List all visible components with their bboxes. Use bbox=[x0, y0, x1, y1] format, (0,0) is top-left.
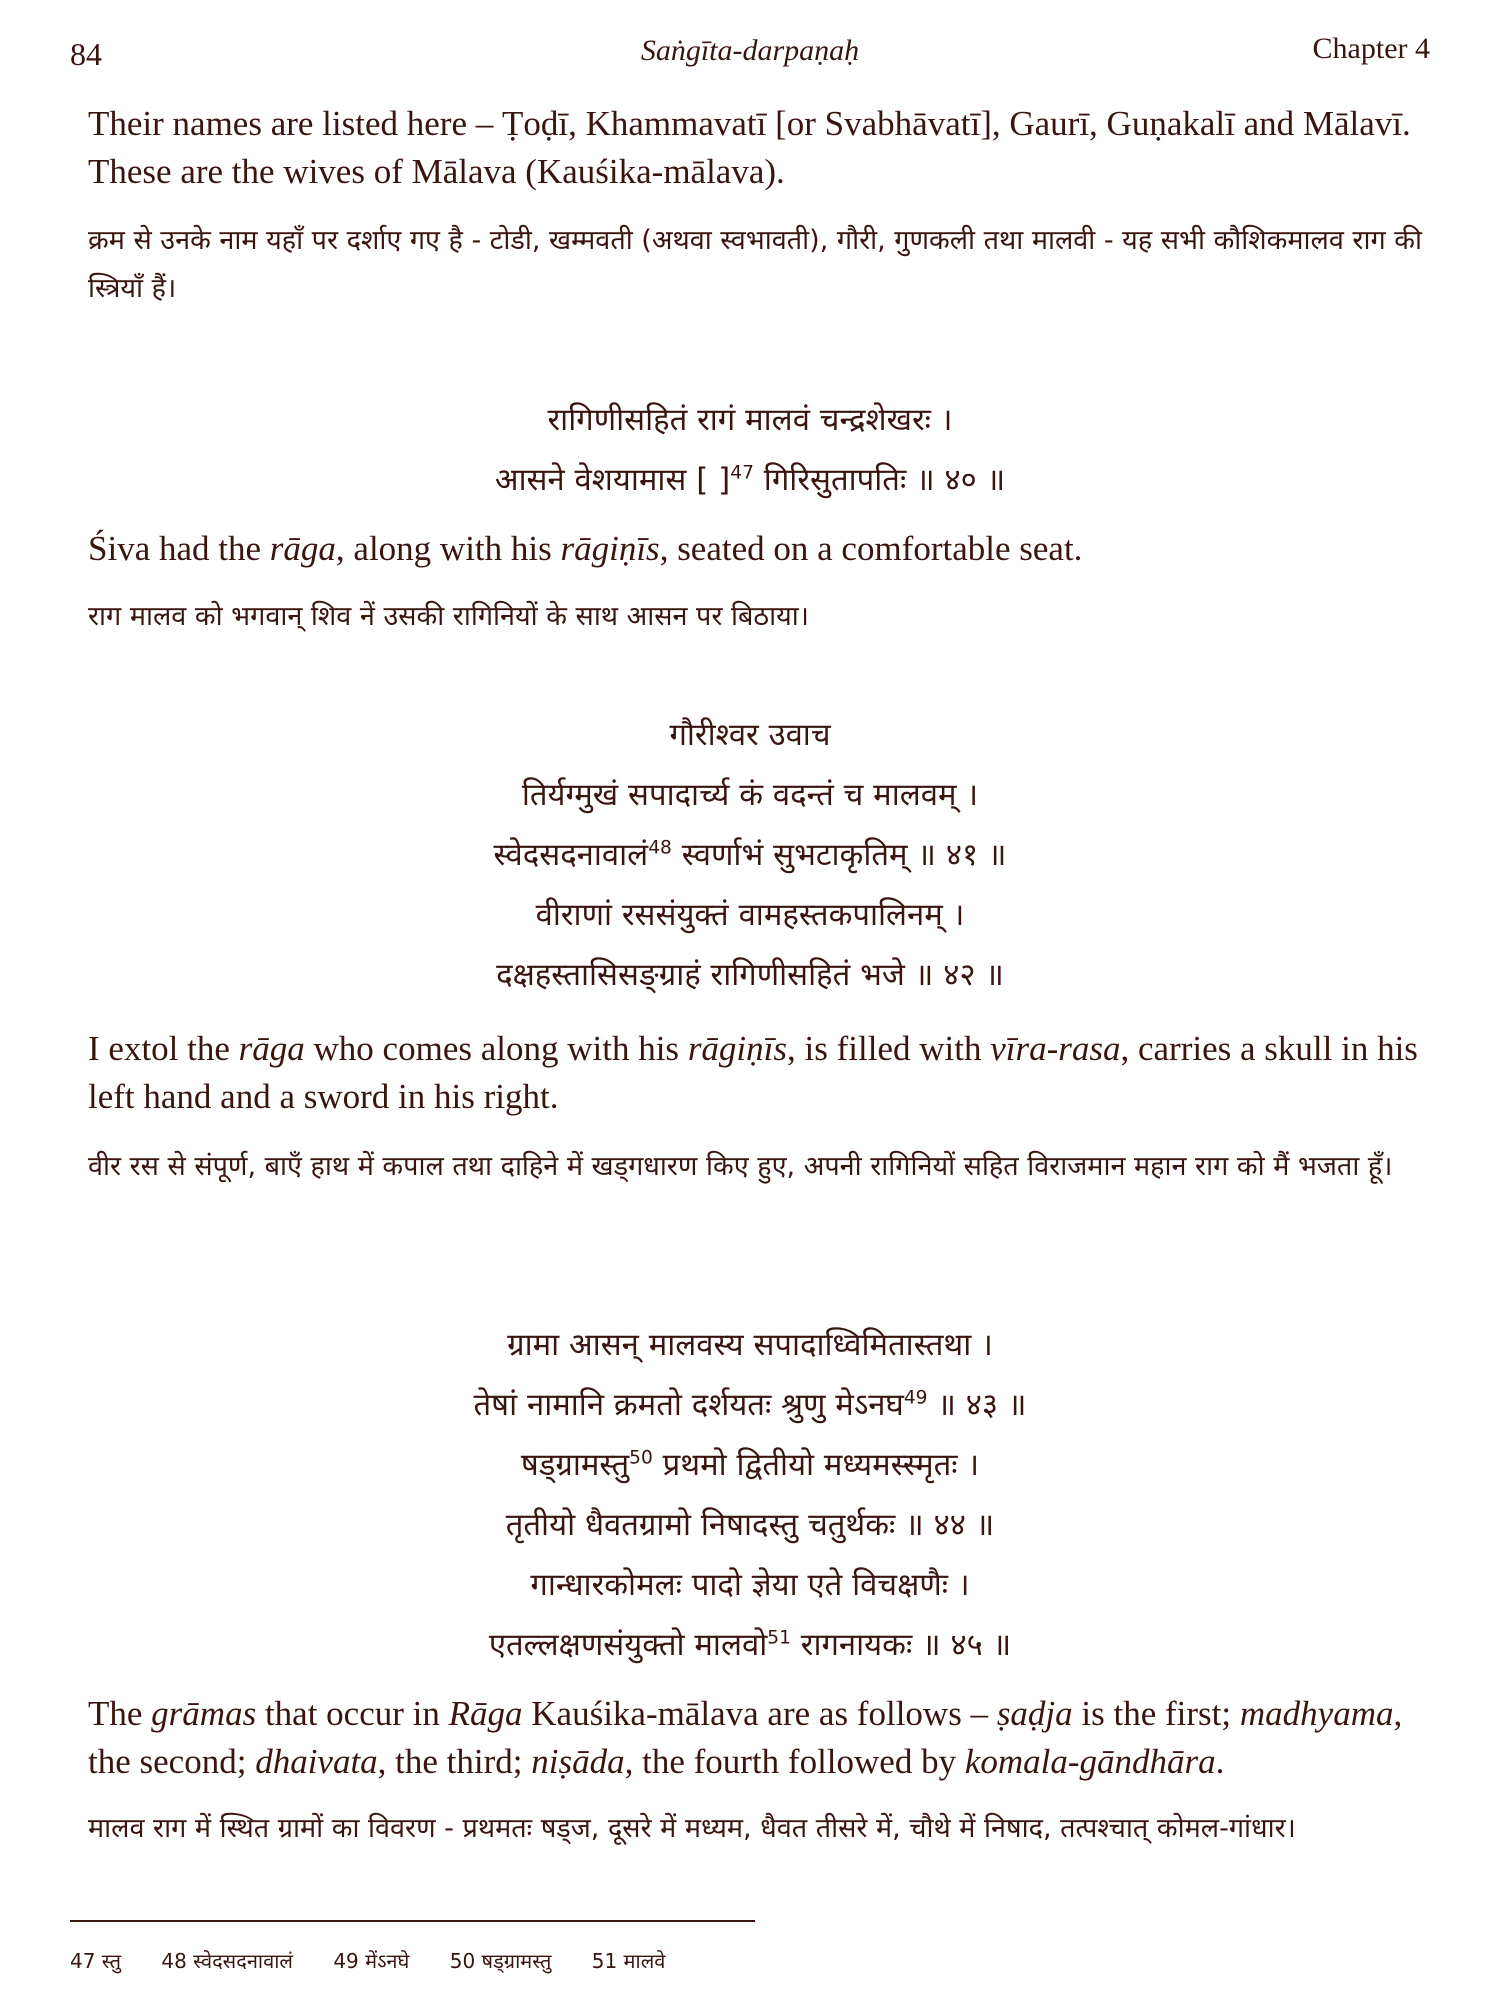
footnotes bbox=[70, 1947, 665, 1974]
verse-line: एतल्लक्षणसंयुक्तो मालवो$^{51}$ रागनायकः ॥ ४५ ॥ bbox=[488, 1627, 1012, 1663]
verse-line: आसने वेशयामास [ ]$^{47}$ गिरिसुतापतिः ॥ ४० ॥ bbox=[494, 462, 1006, 498]
hindi-paragraph: वीर रस से संपूर्ण, बाएँ हाथ में कपाल तथा दाहिने में खड्गधारण किए हुए, अपनी रागिनियों सहित विराजमान महान राग को मैं भजता हूँ। bbox=[88, 1151, 1393, 1182]
page-number: 84 bbox=[70, 36, 102, 72]
english-paragraph: Śiva had the rāga, along with his rāgiṇīs, seated on a comfortable seat. bbox=[88, 529, 1083, 568]
english-paragraph: I extol the rāga who comes along with his rāgiṇīs, is filled with vīra-rasa, carries a skull in his left hand and a sword in his right. bbox=[88, 1029, 1418, 1116]
footnote-49: 49 मेंऽनघे bbox=[333, 1949, 410, 1973]
english-paragraph: The grāmas that occur in Rāga Kauśika-mālava are as follows – ṣaḍja is the first; madhyama, the second; dhaivata, the third; niṣāda, the fourth followed by komala-gāndhāra. bbox=[88, 1694, 1403, 1781]
hindi-paragraph: मालव राग में स्थित ग्रामों का विवरण - प्रथमतः षड्ज, दूसरे में मध्यम, धैवत तीसरे में, चौथे में निषाद, तत्पश्चात् कोमल-गांधार। bbox=[88, 1813, 1296, 1844]
footnote-rule bbox=[70, 1920, 755, 1922]
sanskrit-verse-41-42 bbox=[0, 705, 1500, 1005]
running-title: Saṅgīta-darpaṇaḥ bbox=[640, 34, 860, 67]
verse-line: गान्धारकोमलः पादो ज्ञेया एते विचक्षणैः । bbox=[530, 1567, 970, 1603]
verse-line: तिर्यग्मुखं सपादार्च्य कं वदन्तं च मालवम् । bbox=[521, 777, 979, 813]
verse-line: स्वेदसदनावालं$^{48}$ स्वर्णाभं सुभटाकृतिम् ॥ ४१ ॥ bbox=[493, 837, 1007, 873]
verse-line: रागिणीसहितं रागं मालवं चन्द्रशेखरः । bbox=[547, 402, 953, 438]
sanskrit-verse-43-45 bbox=[0, 1315, 1500, 1675]
verse-line: तृतीयो धैवतग्रामो निषादस्तु चतुर्थकः ॥ ४४ ॥ bbox=[505, 1507, 995, 1543]
english-paragraph: Their names are listed here – Ṭoḍī, Khammavatī [or Svabhāvatī], Gaurī, Guṇakalī and Mālavī. These are the wives of Mālava (Kauśika-mālava). bbox=[88, 104, 1411, 191]
verse-line: दक्षहस्तासिसङ्ग्राहं रागिणीसहितं भजे ॥ ४२ ॥ bbox=[496, 957, 1004, 993]
hindi-paragraph: क्रम से उनके नाम यहाँ पर दर्शाए गए है - टोडी, खम्मवती (अथवा स्वभावती), गौरी, गुणकली तथा मालवी - यह सभी कौशिकमालव राग की स्त्रियाँ हैं। bbox=[88, 225, 1422, 304]
verse-line: तेषां नामानि क्रमतो दर्शयतः श्रुणु मेऽनघ$^{49}$ ॥ ४३ ॥ bbox=[473, 1387, 1027, 1423]
footnote-51: 51 मालवे bbox=[591, 1949, 666, 1973]
footnote-47: 47 स्तु bbox=[70, 1949, 121, 1973]
footnote-48: 48 स्वेदसदनावालं bbox=[161, 1949, 293, 1973]
verse-line: गौरीश्वर उवाच bbox=[669, 717, 831, 753]
page-header bbox=[70, 30, 1430, 80]
hindi-paragraph: राग मालव को भगवान् शिव नें उसकी रागिनियों के साथ आसन पर बिठाया। bbox=[88, 601, 809, 632]
verse-line: वीराणां रससंयुक्तं वामहस्तकपालिनम् । bbox=[535, 897, 965, 933]
sanskrit-verse-40 bbox=[0, 390, 1500, 510]
verse-line: ग्रामा आसन् मालवस्य सपादाध्विमितास्तथा । bbox=[507, 1327, 993, 1363]
footnote-50: 50 षड्ग्रामस्तु bbox=[449, 1949, 552, 1973]
chapter-label: Chapter 4 bbox=[1312, 32, 1430, 65]
verse-line: षड्ग्रामस्तु$^{50}$ प्रथमो द्वितीयो मध्यमस्स्मृतः । bbox=[520, 1447, 980, 1483]
